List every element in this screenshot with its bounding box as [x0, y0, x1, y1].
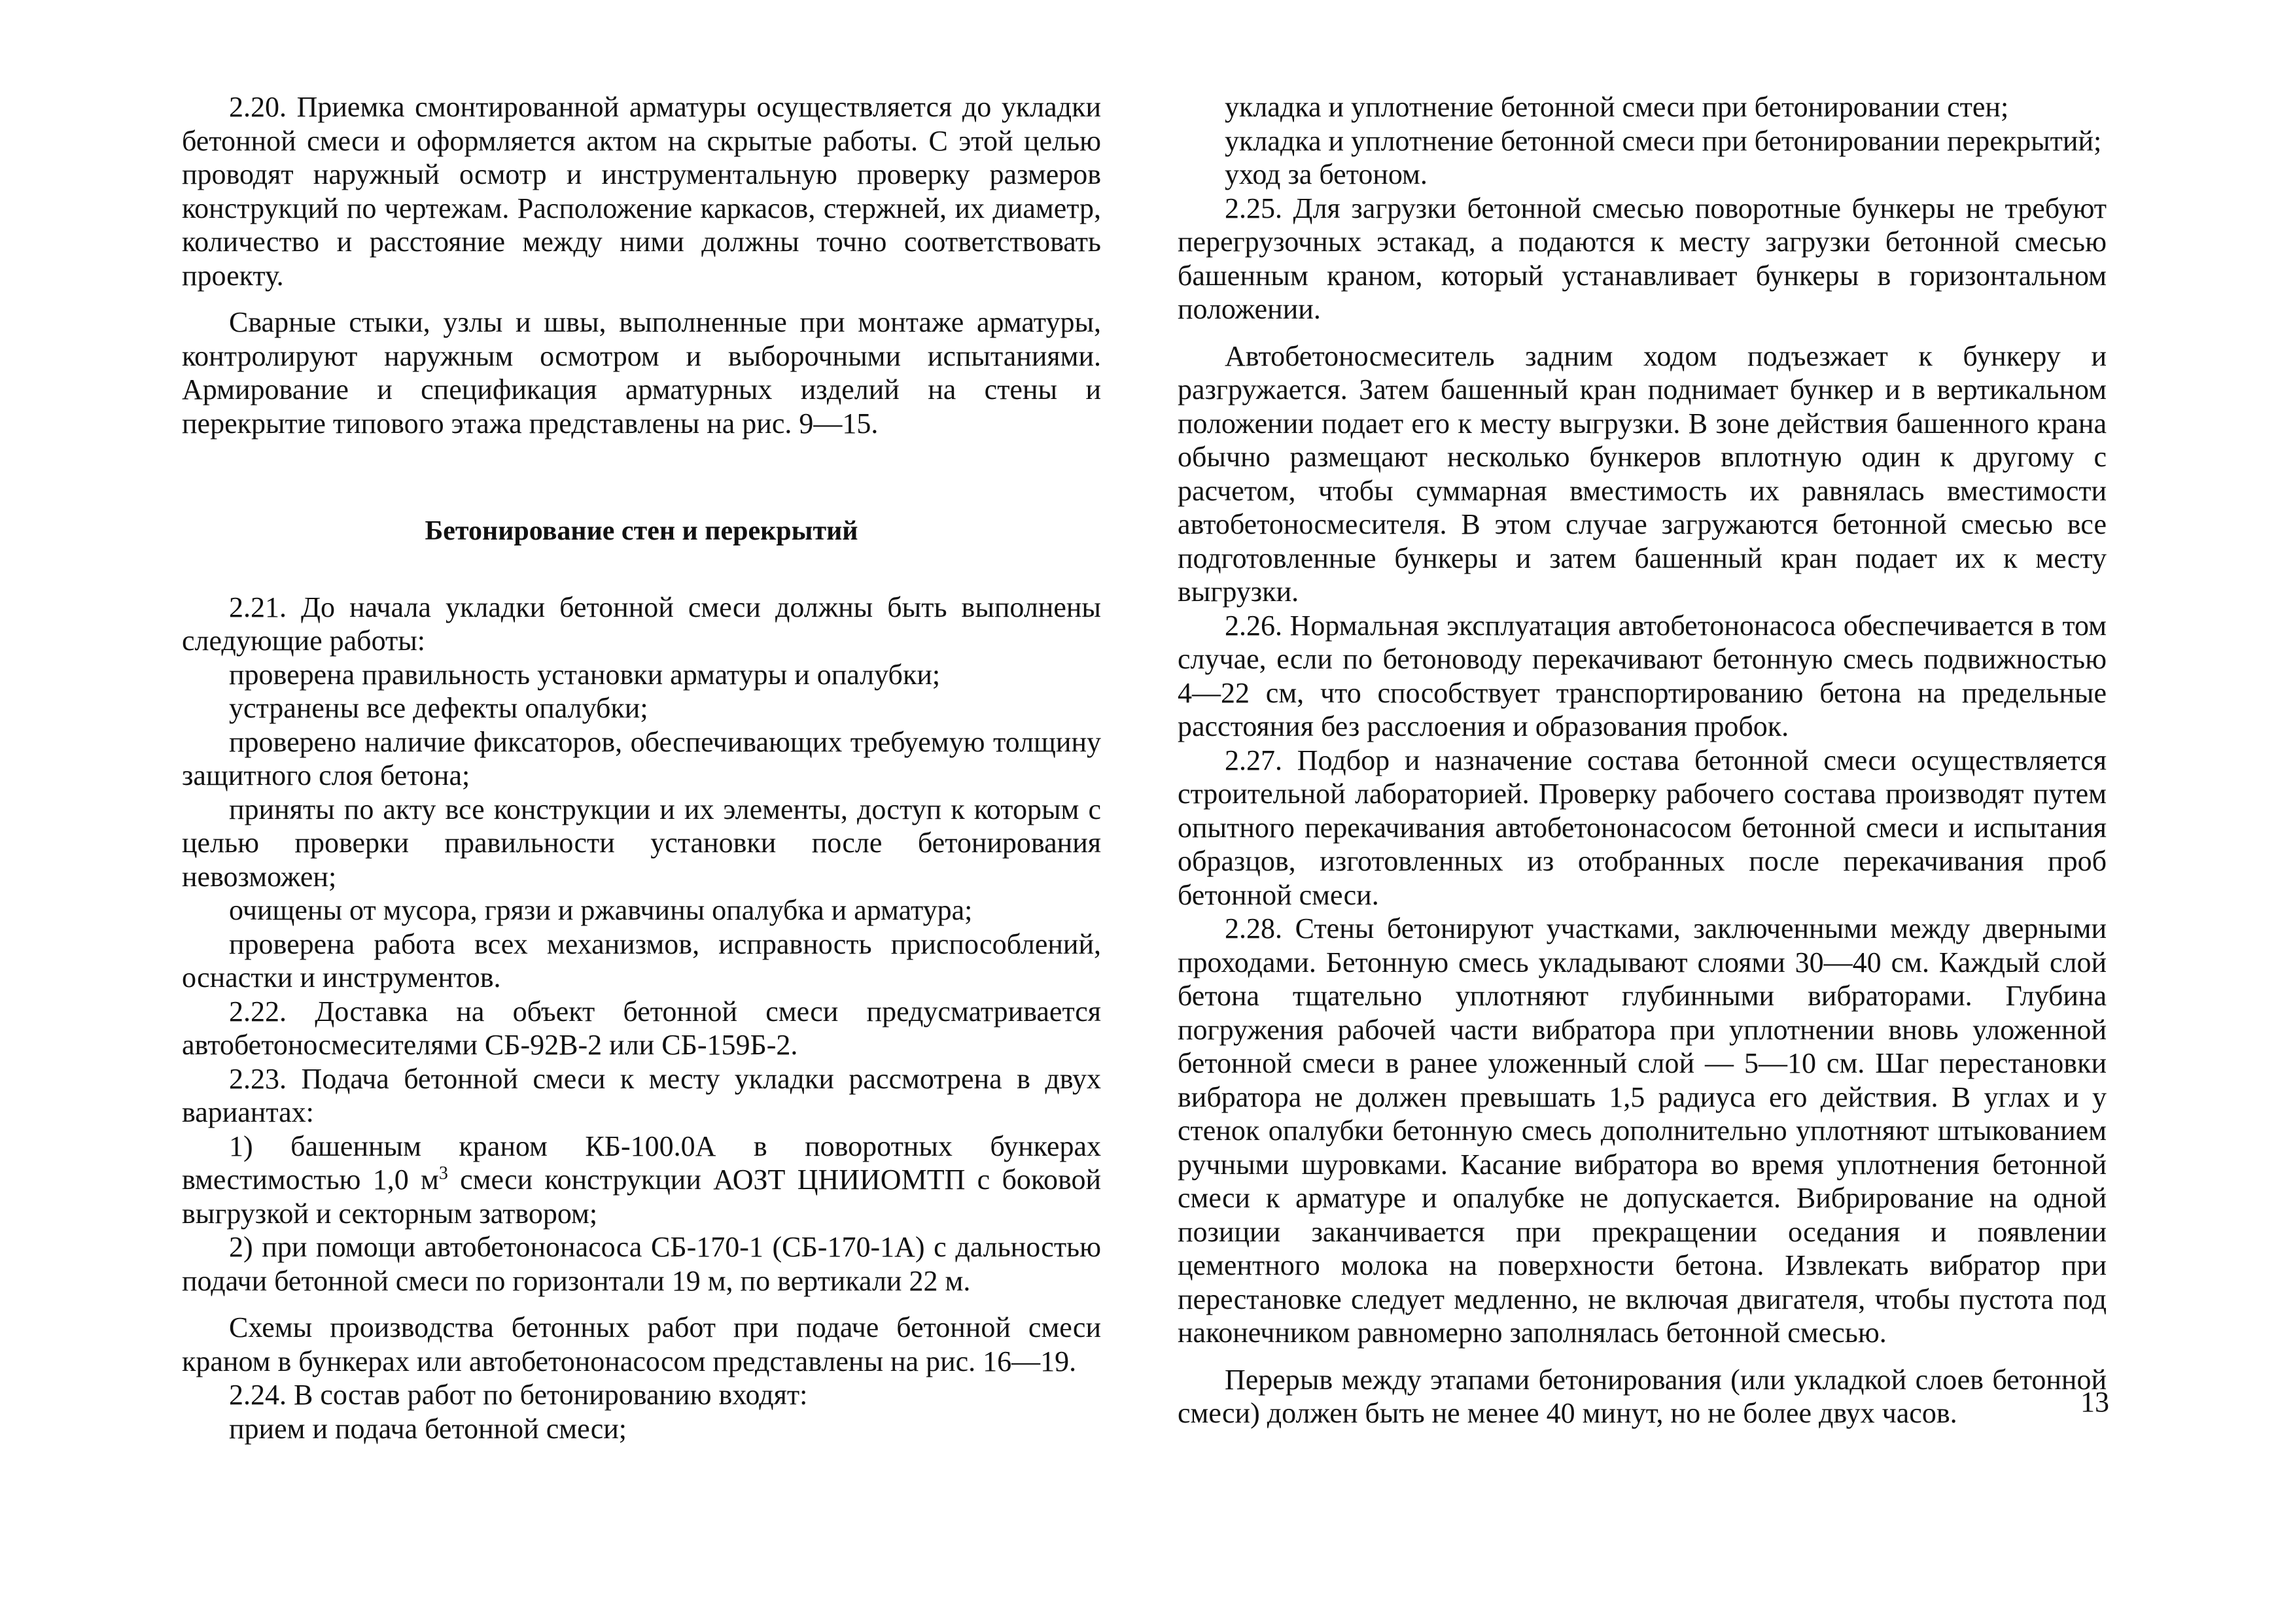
paragraph-break: Перерыв между этапами бетонирования (или укладкой слоев бетонной смеси) должен быть не менее 40 минут, но не более двух часов. [1178, 1363, 2107, 1429]
list-item: устранены все дефекты опалубки; [229, 692, 648, 724]
paragraph-2-26: 2.26. Нормальная эксплуатация автобетононасоса обеспечивается в том случае, если по бетоноводу перекачивают бетонную смесь подвижностью 4—22 см, что способствует транспортированию бетона на предельные расстояния без расслоения и образования пробок. [1178, 609, 2107, 742]
paragraph-2-21: 2.21. До начала укладки бетонной смеси должны быть выполнены следующие работы: [182, 591, 1101, 657]
paragraph-2-20: 2.20. Приемка смонтированной арматуры осуществляется до укладки бетонной смеси и оформляется актом на скрытые работы. С этой целью проводят наружный осмотр и инструментальную проверку размеров конструкций по чертежам. Расположение каркасов, стержней, их диаметр, количество и расстояние между ними должны точно соответствовать проекту. [182, 91, 1101, 292]
paragraph-2-23-option-2: 2) при помощи автобетононасоса СБ-170-1 (СБ-170-1А) с дальностью подачи бетонной смеси по горизонтали 19 м, по вертикали 22 м. [182, 1231, 1101, 1297]
right-column [1178, 90, 2107, 1430]
page-number: 13 [2080, 1386, 2109, 1418]
superscript-3: 3 [438, 1163, 448, 1184]
list-item: укладка и уплотнение бетонной смеси при бетонировании перекрытий; [1225, 124, 2102, 157]
list-item: очищены от мусора, грязи и ржавчины опалубка и арматура; [229, 894, 973, 926]
paragraph-2-23-option-1 [182, 1130, 1101, 1231]
paragraph-2-28: 2.28. Стены бетонируют участками, заключенными между дверными проходами. Бетонную смесь укладывают слоями 30—40 см. Каждый слой бетона тщательно уплотняют глубинными вибраторами. Глубина погружения рабочей части вибратора при уплотнении вновь уложенной бетонной смеси в ранее уложенный слой — 5—10 см. Шаг перестановки вибратора не должен превышать 1,5 радиуса его действия. В углах и у стенок опалубки бетонную смесь дополнительно уплотняют штыкованием ручными шуровками. Касание вибратора во время уплотнения бетонной смеси к арматуре и опалубке не допускается. Вибрирование на одной позиции заканчивается при прекращении оседания и появлении цементного молока на поверхности бетона. Извлекать вибратор при перестановке следует медленно, не включая двигателя, чтобы пустота под наконечником равномерно заполнялась бетонной смесью. [1178, 912, 2107, 1349]
list-item: уход за бетоном. [1225, 158, 1428, 190]
left-column [182, 90, 1101, 1445]
option-1-text-end: смеси конструкции АОЗТ ЦНИИОМТП с боковой выгрузкой и секторным затвором; [182, 1164, 1101, 1230]
paragraph-2-24: 2.24. В состав работ по бетонированию входят: [229, 1379, 808, 1411]
list-item: прием и подача бетонной смеси; [229, 1412, 627, 1445]
section-heading: Бетонирование стен и перекрытий [425, 516, 858, 546]
paragraph-2-22: 2.22. Доставка на объект бетонной смеси предусматривается автобетоносмесителями СБ-92В-2 или СБ-159Б-2. [182, 995, 1101, 1061]
paragraph-2-25: 2.25. Для загрузки бетонной смесью поворотные бункеры не требуют перегрузочных эстакад, а подаются к месту загрузки бетонной смесью башенным краном, который устанавливает бункеры в горизонтальном положении. [1178, 192, 2107, 325]
list-item: приняты по акту все конструкции и их элементы, доступ к которым с целью проверки правильности установки после бетонирования невозможен; [182, 793, 1101, 893]
list-item: укладка и уплотнение бетонной смеси при бетонировании стен; [1225, 91, 2009, 123]
paragraph-schemes: Схемы производства бетонных работ при подаче бетонной смеси краном в бункерах или автобетононасосом представлены на рис. 16—19. [182, 1311, 1101, 1377]
paragraph-2-27: 2.27. Подбор и назначение состава бетонной смеси осуществляется строительной лабораторией. Проверку рабочего состава производят путем опытного перекачивания автобетононасосом бетонной смеси и испытания образцов, изготовленных из отобранных после перекачивания проб бетонной смеси. [1178, 744, 2107, 911]
paragraph-2-23: 2.23. Подача бетонной смеси к месту укладки рассмотрена в двух вариантах: [182, 1062, 1101, 1128]
paragraph-welds: Сварные стыки, узлы и швы, выполненные при монтаже арматуры, контролируют наружным осмотром и выборочными испытаниями. Армирование и спецификация арматурных изделий на стены и перекрытие типового этажа представлены на рис. 9—15. [182, 306, 1101, 440]
list-item: проверена правильность установки арматуры и опалубки; [229, 658, 941, 691]
option-1-text-start: 1) башенным краном КБ-100.0А в поворотных бункерах вместимостью 1,0 м [182, 1130, 1101, 1196]
list-item: проверено наличие фиксаторов, обеспечивающих требуемую толщину защитного слоя бетона; [182, 725, 1101, 791]
list-item: проверена работа всех механизмов, исправность приспособлений, оснастки и инструментов. [182, 927, 1101, 993]
paragraph-mixer: Автобетоносмеситель задним ходом подъезжает к бункеру и разгружается. Затем башенный кран поднимает бункер и в вертикальном положении подает его к месту выгрузки. В зоне действия башенного крана обычно размещают несколько бункеров вплотную один к другому с расчетом, чтобы суммарная вместимость их равнялась вместимости автобетоносмесителя. В этом случае загружаются бетонной смесью все подготовленные бункеры и затем башенный кран подает их к месту выгрузки. [1178, 339, 2107, 608]
